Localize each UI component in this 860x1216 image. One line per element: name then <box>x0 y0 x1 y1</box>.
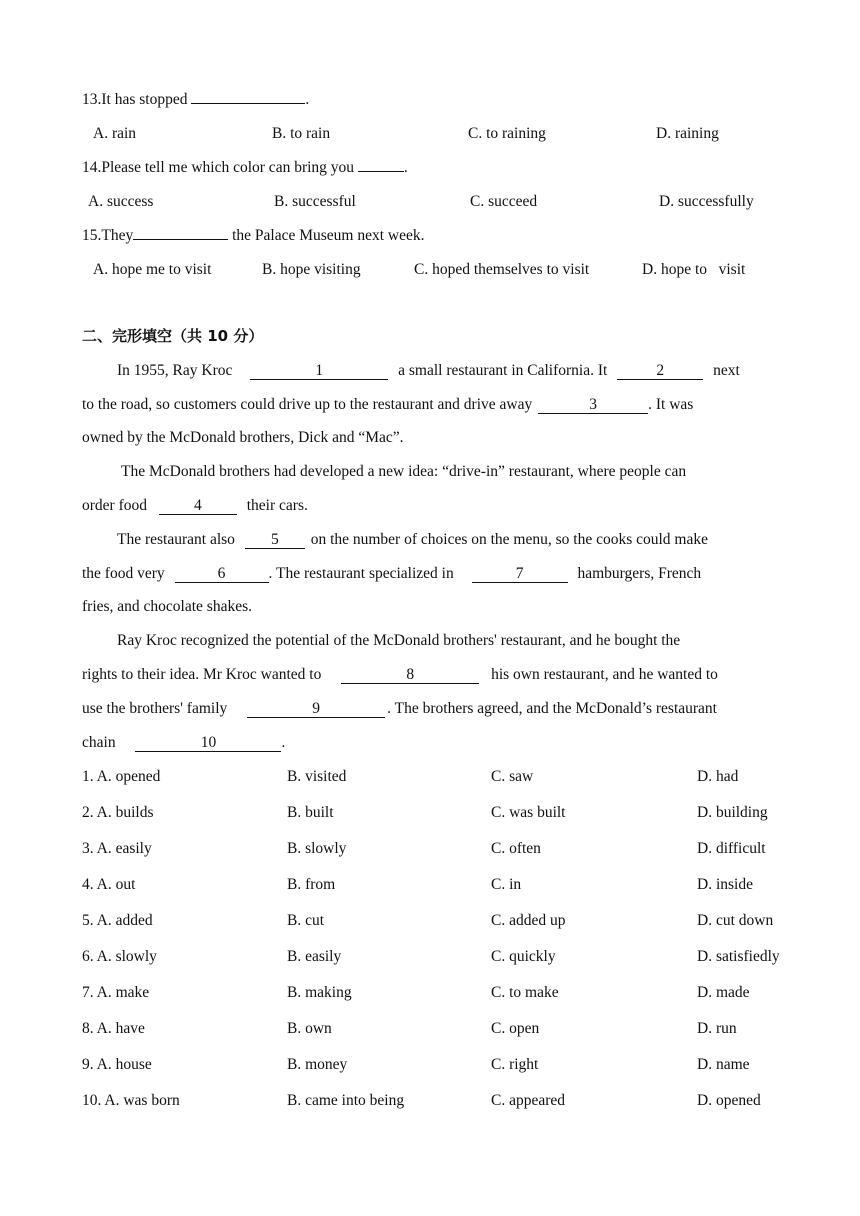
cloze-2-option-b[interactable]: B. built <box>287 804 334 821</box>
cloze-7-option-a[interactable]: 7. A. make <box>82 984 150 1001</box>
passage-text: In 1955, Ray Kroc <box>117 362 233 379</box>
blank-3[interactable]: 3 <box>538 397 648 414</box>
passage-text: the food very <box>82 565 165 582</box>
question-stem: 13.It has stopped <box>82 91 192 108</box>
cloze-9-option-c[interactable]: C. right <box>491 1056 539 1073</box>
cloze-10-option-d[interactable]: D. opened <box>697 1092 761 1109</box>
option-c[interactable]: C. succeed <box>470 193 538 210</box>
blank-6[interactable]: 6 <box>175 566 269 583</box>
blank-10[interactable]: 10 <box>135 735 281 752</box>
passage-line <box>82 395 693 415</box>
cloze-1-option-d[interactable]: D. had <box>697 768 739 785</box>
passage-text: next <box>713 362 740 379</box>
blank-4[interactable]: 4 <box>159 498 237 515</box>
cloze-6-option-a[interactable]: 6. A. slowly <box>82 948 157 965</box>
cloze-3-option-a[interactable]: 3. A. easily <box>82 840 152 857</box>
passage-text: on the number of choices on the menu, so the cooks could make <box>310 531 708 548</box>
cloze-9-option-b[interactable]: B. money <box>287 1056 348 1073</box>
cloze-4-option-c[interactable]: C. in <box>491 876 522 893</box>
option-b[interactable]: B. successful <box>274 193 356 210</box>
question-stem: 15.They <box>82 227 134 244</box>
option-a[interactable]: A. rain <box>93 125 137 142</box>
cloze-5-option-a[interactable]: 5. A. added <box>82 912 153 929</box>
passage-line <box>82 496 308 516</box>
cloze-10-option-c[interactable]: C. appeared <box>491 1092 566 1109</box>
answer-blank <box>133 239 228 240</box>
question-tail: . <box>305 91 310 108</box>
passage-line <box>117 530 708 550</box>
question-tail: the Palace Museum next week. <box>228 227 425 244</box>
passage-text: The restaurant also <box>117 531 235 548</box>
passage-text: rights to their idea. Mr Kroc wanted to <box>82 666 322 683</box>
cloze-8-option-c[interactable]: C. open <box>491 1020 540 1037</box>
blank-2[interactable]: 2 <box>617 363 703 380</box>
question-14 <box>82 158 408 178</box>
option-d[interactable]: D. hope to visit <box>642 261 746 278</box>
passage-line: Ray Kroc recognized the potential of the McDonald brothers' restaurant, and he bought the <box>117 632 681 649</box>
passage-text: . <box>281 734 286 751</box>
answer-blank <box>358 171 404 172</box>
cloze-3-option-b[interactable]: B. slowly <box>287 840 347 857</box>
cloze-3-option-c[interactable]: C. often <box>491 840 541 857</box>
passage-text: hamburgers, French <box>577 565 702 582</box>
passage-text: his own restaurant, and he wanted to <box>491 666 718 683</box>
option-a[interactable]: A. hope me to visit <box>93 261 212 278</box>
cloze-8-option-a[interactable]: 8. A. have <box>82 1020 145 1037</box>
cloze-2-option-d[interactable]: D. building <box>697 804 768 821</box>
passage-line: fries, and chocolate shakes. <box>82 598 253 615</box>
cloze-7-option-b[interactable]: B. making <box>287 984 352 1001</box>
cloze-2-option-c[interactable]: C. was built <box>491 804 566 821</box>
blank-8[interactable]: 8 <box>341 667 479 684</box>
option-a[interactable]: A. success <box>88 193 154 210</box>
passage-text: . The brothers agreed, and the McDonald’s restaurant <box>387 700 717 717</box>
answer-blank <box>191 103 305 104</box>
cloze-7-option-c[interactable]: C. to make <box>491 984 559 1001</box>
cloze-10-option-b[interactable]: B. came into being <box>287 1092 405 1109</box>
passage-text: use the brothers' family <box>82 700 228 717</box>
cloze-4-option-d[interactable]: D. inside <box>697 876 753 893</box>
cloze-7-option-d[interactable]: D. made <box>697 984 750 1001</box>
passage-line: owned by the McDonald brothers, Dick and “Mac”. <box>82 429 404 446</box>
blank-9[interactable]: 9 <box>247 701 385 718</box>
passage-text: a small restaurant in California. It <box>398 362 608 379</box>
question-13 <box>82 90 309 110</box>
cloze-6-option-b[interactable]: B. easily <box>287 948 342 965</box>
question-15 <box>82 226 425 246</box>
question-tail: . <box>403 159 408 176</box>
passage-line <box>82 699 717 719</box>
cloze-1-option-b[interactable]: B. visited <box>287 768 347 785</box>
cloze-2-option-a[interactable]: 2. A. builds <box>82 804 154 821</box>
cloze-4-option-a[interactable]: 4. A. out <box>82 876 136 893</box>
passage-line <box>117 361 740 381</box>
question-stem: 14.Please tell me which color can bring you <box>82 159 358 176</box>
cloze-6-option-c[interactable]: C. quickly <box>491 948 556 965</box>
passage-line <box>82 665 718 685</box>
cloze-5-option-d[interactable]: D. cut down <box>697 912 774 929</box>
cloze-9-option-a[interactable]: 9. A. house <box>82 1056 152 1073</box>
passage-line <box>82 733 285 753</box>
option-d[interactable]: D. successfully <box>659 193 754 210</box>
section-heading: 二、完形填空（共 10 分） <box>82 327 264 345</box>
cloze-9-option-d[interactable]: D. name <box>697 1056 750 1073</box>
passage-text: to the road, so customers could drive up to the restaurant and drive away <box>82 396 533 413</box>
cloze-8-option-d[interactable]: D. run <box>697 1020 737 1037</box>
passage-text: chain <box>82 734 116 751</box>
passage-text: . It was <box>648 396 694 413</box>
cloze-1-option-c[interactable]: C. saw <box>491 768 534 785</box>
passage-text: their cars. <box>246 497 308 514</box>
passage-text: . The restaurant specialized in <box>268 565 454 582</box>
cloze-1-option-a[interactable]: 1. A. opened <box>82 768 161 785</box>
option-b[interactable]: B. hope visiting <box>262 261 361 278</box>
option-d[interactable]: D. raining <box>656 125 719 142</box>
blank-7[interactable]: 7 <box>472 566 568 583</box>
cloze-8-option-b[interactable]: B. own <box>287 1020 332 1037</box>
passage-line: The McDonald brothers had developed a new idea: “drive-in” restaurant, where people can <box>121 463 687 480</box>
blank-5[interactable]: 5 <box>245 532 305 549</box>
option-b[interactable]: B. to rain <box>272 125 331 142</box>
cloze-4-option-b[interactable]: B. from <box>287 876 336 893</box>
blank-1[interactable]: 1 <box>250 363 388 380</box>
cloze-5-option-c[interactable]: C. added up <box>491 912 566 929</box>
passage-line <box>82 564 701 584</box>
option-c[interactable]: C. to raining <box>468 125 546 142</box>
cloze-6-option-d[interactable]: D. satisfiedly <box>697 948 780 965</box>
passage-text: order food <box>82 497 147 514</box>
cloze-10-option-a[interactable]: 10. A. was born <box>82 1092 180 1109</box>
option-c[interactable]: C. hoped themselves to visit <box>414 261 590 278</box>
cloze-3-option-d[interactable]: D. difficult <box>697 840 766 857</box>
cloze-5-option-b[interactable]: B. cut <box>287 912 325 929</box>
